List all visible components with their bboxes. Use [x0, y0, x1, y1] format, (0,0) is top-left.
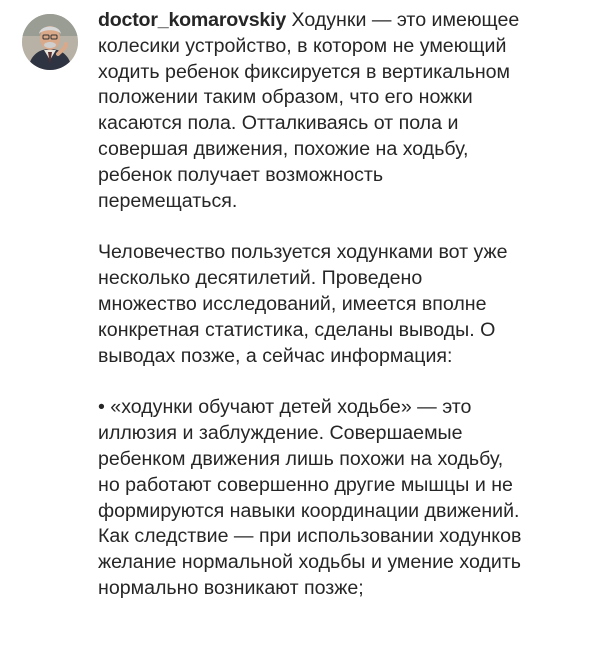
paragraph-spacer: [98, 369, 523, 395]
caption-paragraph-1-text: Ходунки — это имеющее колесики устройство, в котором не умеющий ходить ребенок фиксируется в вертикальном положении таким образом, что его ножки касаются пола. Отталкиваясь от пола и совершая движения, похожие на ходьбу, ребенок получает возможность перемещаться.: [98, 9, 525, 212]
caption-paragraph-2: Человечество пользуется ходунками вот уже несколько десятилетий. Проведено множество исследований, имеется вполне конкретная статистика, сделаны выводы. О выводах позже, а сейчас информация:: [98, 241, 514, 367]
paragraph-spacer: [98, 214, 523, 240]
user-avatar-icon: [22, 14, 78, 70]
caption-paragraph-1: [98, 8, 523, 214]
caption-text: [98, 8, 527, 602]
avatar[interactable]: [22, 14, 78, 70]
caption-paragraph-3: • «ходунки обучают детей ходьбе» — это иллюзия и заблуждение. Совершаемые ребенком движения лишь похожи на ходьбу, но работают совершенно другие мышцы и не формируются навыки координации движений. Как следствие — при использовании ходунков желание нормальной ходьбы и умение ходить нормально возникают позже;: [98, 396, 527, 599]
post-caption-block: [22, 8, 592, 602]
username-link[interactable]: doctor_komarovskiy: [98, 9, 287, 31]
